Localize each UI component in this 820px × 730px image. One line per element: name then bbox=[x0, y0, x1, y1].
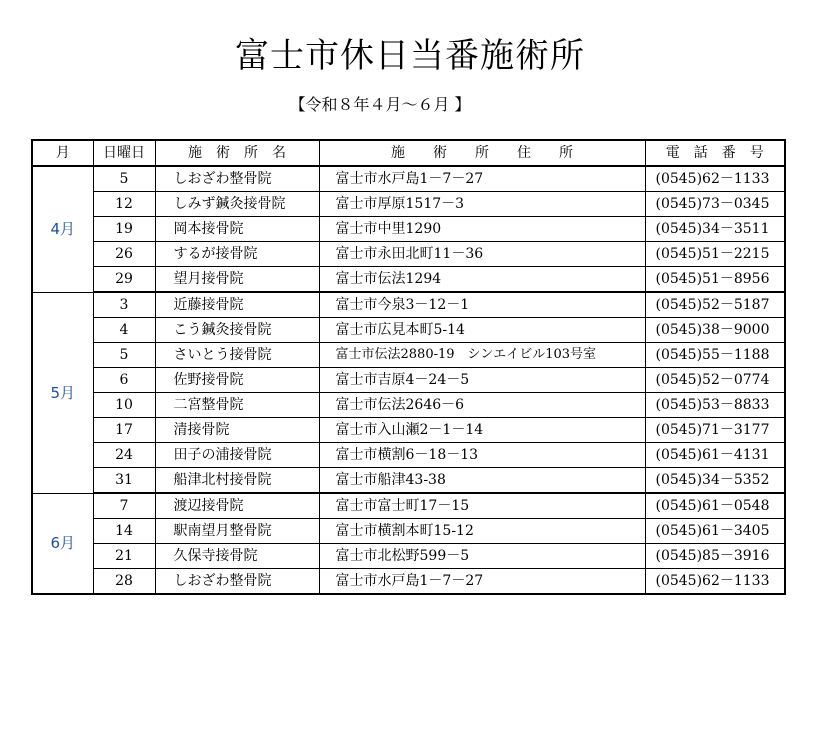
schedule-table bbox=[31, 139, 786, 595]
address-cell: 富士市水戸島1－7－27 bbox=[319, 166, 645, 192]
header-month: 月 bbox=[32, 140, 93, 166]
facility-name-cell: さいとう接骨院 bbox=[155, 343, 319, 368]
phone-cell: (0545)52－0774 bbox=[645, 368, 785, 393]
table-row bbox=[32, 468, 785, 494]
month-cell: 6月 bbox=[32, 493, 93, 594]
day-cell: 12 bbox=[93, 192, 155, 217]
address-cell: 富士市船津43-38 bbox=[319, 468, 645, 494]
address-cell: 富士市今泉3－12－1 bbox=[319, 292, 645, 318]
table-row bbox=[32, 519, 785, 544]
header-address: 施 術 所 住 所 bbox=[319, 140, 645, 166]
day-cell: 21 bbox=[93, 544, 155, 569]
phone-cell: (0545)61－4131 bbox=[645, 443, 785, 468]
day-cell: 26 bbox=[93, 242, 155, 267]
facility-name-cell: 渡辺接骨院 bbox=[155, 493, 319, 519]
facility-name-cell: 望月接骨院 bbox=[155, 267, 319, 293]
day-cell: 29 bbox=[93, 267, 155, 293]
address-cell: 富士市伝法2646－6 bbox=[319, 393, 645, 418]
day-cell: 5 bbox=[93, 166, 155, 192]
address-cell: 富士市水戸島1－7－27 bbox=[319, 569, 645, 595]
phone-cell: (0545)62－1133 bbox=[645, 569, 785, 595]
facility-name-cell: しおざわ整骨院 bbox=[155, 166, 319, 192]
address-cell: 富士市伝法2880-19 シンエイビル103号室 bbox=[319, 343, 645, 368]
address-cell: 富士市北松野599－5 bbox=[319, 544, 645, 569]
phone-cell: (0545)61－0548 bbox=[645, 493, 785, 519]
address-cell: 富士市中里1290 bbox=[319, 217, 645, 242]
table-row bbox=[32, 166, 785, 192]
facility-name-cell: 佐野接骨院 bbox=[155, 368, 319, 393]
phone-cell: (0545)38－9000 bbox=[645, 318, 785, 343]
facility-name-cell: 田子の浦接骨院 bbox=[155, 443, 319, 468]
month-cell: 4月 bbox=[32, 166, 93, 292]
facility-name-cell: 清接骨院 bbox=[155, 418, 319, 443]
header-name: 施 術 所 名 bbox=[155, 140, 319, 166]
table-row bbox=[32, 343, 785, 368]
header-phone: 電 話 番 号 bbox=[645, 140, 785, 166]
day-cell: 17 bbox=[93, 418, 155, 443]
table-row bbox=[32, 368, 785, 393]
address-cell: 富士市横割6－18－13 bbox=[319, 443, 645, 468]
facility-name-cell: しみず鍼灸接骨院 bbox=[155, 192, 319, 217]
phone-cell: (0545)71－3177 bbox=[645, 418, 785, 443]
table-row bbox=[32, 493, 785, 519]
table-row bbox=[32, 418, 785, 443]
day-cell: 19 bbox=[93, 217, 155, 242]
phone-cell: (0545)52－5187 bbox=[645, 292, 785, 318]
facility-name-cell: 駅南望月整骨院 bbox=[155, 519, 319, 544]
table-row bbox=[32, 242, 785, 267]
address-cell: 富士市吉原4－24－5 bbox=[319, 368, 645, 393]
table-row bbox=[32, 544, 785, 569]
phone-cell: (0545)62－1133 bbox=[645, 166, 785, 192]
day-cell: 14 bbox=[93, 519, 155, 544]
table-row bbox=[32, 393, 785, 418]
table-row bbox=[32, 443, 785, 468]
facility-name-cell: 二宮整骨院 bbox=[155, 393, 319, 418]
day-cell: 28 bbox=[93, 569, 155, 595]
page-subtitle: 【令和８年４月～６月 】 bbox=[289, 95, 471, 114]
phone-cell: (0545)55－1188 bbox=[645, 343, 785, 368]
address-cell: 富士市厚原1517－3 bbox=[319, 192, 645, 217]
facility-name-cell: するが接骨院 bbox=[155, 242, 319, 267]
table-row bbox=[32, 267, 785, 293]
address-cell: 富士市富士町17－15 bbox=[319, 493, 645, 519]
day-cell: 3 bbox=[93, 292, 155, 318]
facility-name-cell: こう鍼灸接骨院 bbox=[155, 318, 319, 343]
header-row bbox=[32, 140, 785, 166]
phone-cell: (0545)53－8833 bbox=[645, 393, 785, 418]
table-row bbox=[32, 569, 785, 595]
facility-name-cell: 船津北村接骨院 bbox=[155, 468, 319, 494]
address-cell: 富士市横割本町15-12 bbox=[319, 519, 645, 544]
table-row bbox=[32, 192, 785, 217]
facility-name-cell: 久保寺接骨院 bbox=[155, 544, 319, 569]
schedule-body bbox=[32, 166, 785, 594]
header-day: 日曜日 bbox=[93, 140, 155, 166]
phone-cell: (0545)34－3511 bbox=[645, 217, 785, 242]
day-cell: 31 bbox=[93, 468, 155, 494]
phone-cell: (0545)61－3405 bbox=[645, 519, 785, 544]
day-cell: 24 bbox=[93, 443, 155, 468]
address-cell: 富士市永田北町11－36 bbox=[319, 242, 645, 267]
day-cell: 10 bbox=[93, 393, 155, 418]
table-row bbox=[32, 318, 785, 343]
day-cell: 4 bbox=[93, 318, 155, 343]
table-row bbox=[32, 217, 785, 242]
day-cell: 6 bbox=[93, 368, 155, 393]
address-cell: 富士市広見本町5-14 bbox=[319, 318, 645, 343]
day-cell: 7 bbox=[93, 493, 155, 519]
page-title: 富士市休日当番施術所 bbox=[235, 36, 585, 76]
phone-cell: (0545)51－2215 bbox=[645, 242, 785, 267]
day-cell: 5 bbox=[93, 343, 155, 368]
phone-cell: (0545)34－5352 bbox=[645, 468, 785, 494]
phone-cell: (0545)73－0345 bbox=[645, 192, 785, 217]
facility-name-cell: 岡本接骨院 bbox=[155, 217, 319, 242]
facility-name-cell: 近藤接骨院 bbox=[155, 292, 319, 318]
address-cell: 富士市伝法1294 bbox=[319, 267, 645, 293]
address-cell: 富士市入山瀬2－1－14 bbox=[319, 418, 645, 443]
facility-name-cell: しおざわ整骨院 bbox=[155, 569, 319, 595]
phone-cell: (0545)51－8956 bbox=[645, 267, 785, 293]
table-row bbox=[32, 292, 785, 318]
month-cell: 5月 bbox=[32, 292, 93, 493]
phone-cell: (0545)85－3916 bbox=[645, 544, 785, 569]
